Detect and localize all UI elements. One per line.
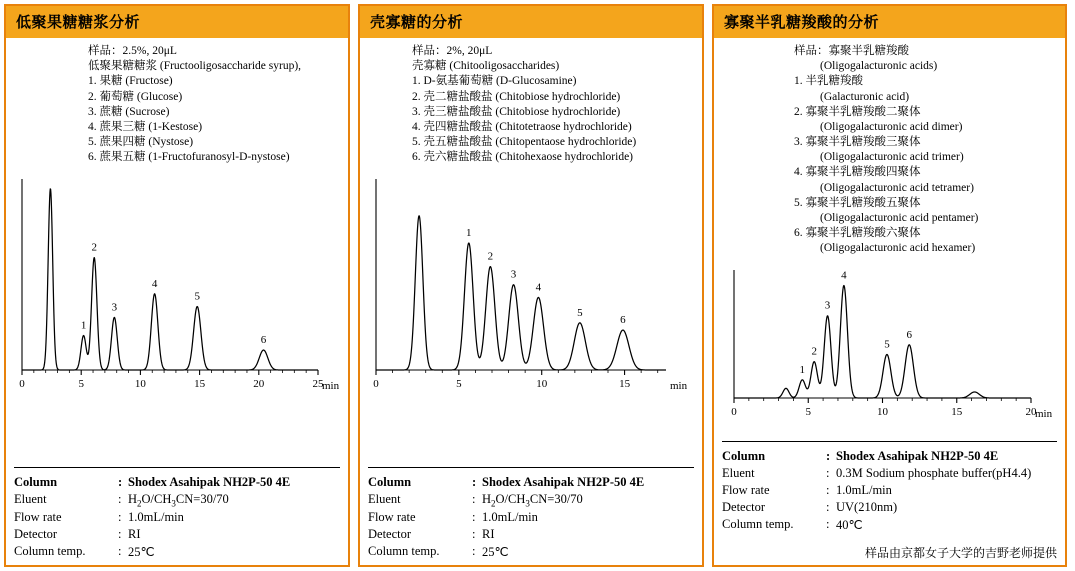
condition-row (14, 509, 290, 526)
sample-line: 5. 蔗果四糖 (Nystose) (88, 136, 194, 149)
sample-line: (Oligogalacturonic acid hexamer) (820, 242, 976, 255)
svg-text:6: 6 (620, 314, 626, 327)
sample-line: 6. 蔗果五糖 (1-Fructofuranosyl-D-nystose) (88, 151, 290, 164)
svg-text:15: 15 (951, 406, 963, 419)
svg-text:20: 20 (253, 378, 265, 391)
condition-value: 0.3M Sodium phosphate buffer(pH4.4) (836, 466, 1032, 480)
condition-key: Eluent (14, 491, 47, 506)
svg-text:25: 25 (312, 378, 324, 391)
sample-line: 2. 壳二糖盐酸盐 (Chitobiose hydrochloride) (412, 90, 621, 103)
svg-text:0: 0 (731, 406, 737, 419)
panel-fructooligosaccharide (4, 4, 350, 567)
condition-value: 25℃ (482, 545, 509, 559)
chromatogram-svg (360, 165, 702, 400)
svg-text:10: 10 (536, 378, 548, 391)
condition-row (722, 448, 1031, 465)
condition-key: Flow rate (14, 510, 62, 524)
chromatogram-2 (360, 165, 702, 466)
condition-key: Column (14, 474, 58, 489)
condition-row (368, 474, 644, 491)
panel-title: 低聚果糖糖浆分析 (6, 6, 348, 38)
conditions-table-2 (368, 467, 694, 566)
condition-key: Detector (368, 527, 412, 541)
condition-colon: : (826, 500, 830, 514)
sample-line: 3. 寡聚半乳糖羧酸三聚体 (794, 136, 921, 149)
sample-line: 6. 壳六糖盐酸盐 (Chitohexaose hydrochloride) (412, 151, 634, 164)
condition-row (14, 526, 290, 543)
svg-text:2: 2 (487, 250, 494, 263)
sample-line: 样品：寡聚半乳糖羧酸 (794, 45, 909, 57)
sample-line: 低聚果糖糖浆 (Fructooligosaccharide syrup), (88, 60, 302, 73)
svg-text:4: 4 (151, 278, 158, 291)
condition-colon: : (118, 527, 122, 541)
svg-text:4: 4 (535, 281, 542, 294)
svg-text:6: 6 (906, 329, 912, 342)
condition-value-eluent: $H_2O/CH_3CN=30/70$ (128, 491, 229, 508)
condition-key: Detector (722, 500, 766, 514)
chromatogram-1 (6, 165, 348, 466)
sample-description (714, 38, 1065, 256)
svg-text:min: min (322, 380, 340, 393)
svg-text:1: 1 (466, 227, 472, 240)
svg-text:6: 6 (260, 334, 267, 347)
svg-text:5: 5 (805, 406, 811, 419)
condition-value: RI (482, 527, 495, 541)
svg-text:2: 2 (91, 241, 97, 254)
sample-line: (Oligogalacturonic acid pentamer) (820, 211, 979, 224)
panel-chitooligosaccharide (358, 4, 704, 567)
condition-colon: : (472, 474, 477, 489)
condition-row (14, 543, 290, 561)
condition-colon: : (826, 466, 830, 480)
condition-row (14, 474, 290, 491)
condition-colon: : (826, 449, 831, 463)
condition-colon: : (472, 491, 476, 506)
sample-line: 2. 葡萄糖 (Glucose) (88, 90, 183, 103)
svg-text:2: 2 (811, 346, 817, 359)
condition-row (368, 509, 644, 526)
svg-text:4: 4 (841, 269, 847, 282)
conditions-table-3 (722, 441, 1057, 565)
svg-text:1: 1 (80, 319, 87, 332)
condition-key: Flow rate (368, 510, 416, 524)
condition-value: Shodex Asahipak NH2P-50 4E (836, 449, 999, 463)
sample-line: 壳寡糖 (Chitooligosaccharides) (412, 60, 560, 73)
condition-value: Shodex Asahipak NH2P-50 4E (128, 474, 291, 489)
panel-title: 寡聚半乳糖羧酸的分析 (714, 6, 1065, 38)
chromatogram-3 (714, 256, 1065, 441)
condition-colon: : (472, 527, 476, 541)
sample-description (6, 38, 348, 165)
svg-text:0: 0 (19, 378, 25, 391)
svg-text:10: 10 (877, 406, 888, 419)
condition-value: RI (128, 527, 141, 541)
svg-text:10: 10 (134, 378, 146, 391)
condition-colon: : (472, 510, 476, 524)
sample-line: 样品：2.5%, 20μL (88, 45, 177, 57)
condition-row (368, 543, 644, 561)
condition-key: Detector (14, 527, 58, 541)
sample-line: 5. 寡聚半乳糖羧酸五聚体 (794, 196, 921, 209)
condition-row (722, 516, 1031, 534)
condition-value: 1.0mL/min (482, 510, 538, 524)
condition-row (722, 482, 1031, 499)
svg-text:min: min (1035, 408, 1053, 421)
svg-text:5: 5 (884, 338, 890, 351)
sample-line: 4. 壳四糖盐酸盐 (Chitotetraose hydrochloride) (412, 120, 632, 133)
condition-value: Shodex Asahipak NH2P-50 4E (482, 474, 645, 489)
svg-text:5: 5 (78, 378, 84, 391)
svg-text:3: 3 (510, 269, 517, 282)
sample-credit-note: 样品由京都女子大学的吉野老师提供 (864, 546, 1057, 560)
panel-oligogalacturonic (712, 4, 1067, 567)
svg-text:3: 3 (111, 301, 118, 314)
condition-colon: : (826, 483, 830, 497)
condition-value: 1.0mL/min (128, 510, 184, 524)
condition-key: Column (368, 474, 412, 489)
condition-value: 40℃ (836, 518, 863, 532)
sample-line: 3. 蔗糖 (Sucrose) (88, 105, 170, 118)
condition-row (14, 491, 290, 510)
condition-value: UV(210nm) (836, 500, 898, 514)
svg-text:3: 3 (824, 300, 831, 313)
sample-line: (Oligogalacturonic acid trimer) (820, 151, 964, 164)
sample-line: (Oligogalacturonic acids) (820, 60, 938, 73)
sample-line: (Oligogalacturonic acid tetramer) (820, 181, 974, 194)
panel-title: 壳寡糖的分析 (360, 6, 702, 38)
condition-colon: : (118, 510, 122, 524)
sample-line: 6. 寡聚半乳糖羧酸六聚体 (794, 227, 921, 240)
svg-text:15: 15 (194, 378, 206, 391)
svg-text:min: min (670, 380, 688, 393)
condition-row (722, 499, 1031, 516)
sample-line: 4. 寡聚半乳糖羧酸四聚体 (794, 166, 921, 179)
sample-line: 2. 寡聚半乳糖羧酸二聚体 (794, 105, 921, 118)
sample-description (360, 38, 702, 165)
sample-line: 1. D-氨基葡萄糖 (D-Glucosamine) (412, 75, 577, 88)
svg-text:5: 5 (456, 378, 462, 391)
svg-text:15: 15 (619, 378, 631, 391)
condition-key: Column (722, 449, 766, 463)
condition-colon: : (118, 474, 123, 489)
condition-colon: : (118, 544, 122, 558)
svg-text:5: 5 (194, 290, 200, 303)
condition-value: 25℃ (128, 545, 155, 559)
condition-colon: : (826, 517, 830, 531)
condition-key: Eluent (722, 466, 755, 480)
sample-line: 5. 壳五糖盐酸盐 (Chitopentaose hydrochloride) (412, 136, 637, 149)
sample-line: 样品：2%, 20μL (412, 45, 493, 57)
condition-key: Flow rate (722, 483, 770, 497)
svg-text:1: 1 (799, 364, 806, 377)
sample-line: 4. 蔗果三糖 (1-Kestose) (88, 120, 203, 133)
svg-text:20: 20 (1025, 406, 1037, 419)
chromatogram-svg (6, 165, 348, 400)
condition-colon: : (472, 544, 476, 558)
sample-line: (Oligogalacturonic acid dimer) (820, 120, 963, 133)
condition-row (368, 491, 644, 510)
condition-value-eluent: $H_2O/CH_3CN=30/70$ (482, 491, 583, 508)
condition-row (722, 465, 1031, 482)
condition-key: Column temp. (368, 544, 440, 558)
condition-key: Column temp. (722, 517, 794, 531)
svg-text:5: 5 (577, 307, 583, 320)
sample-line: 1. 果糖 (Fructose) (88, 75, 173, 88)
chromatogram-svg (714, 256, 1065, 426)
condition-value: 1.0mL/min (836, 483, 892, 497)
svg-text:0: 0 (373, 378, 379, 391)
condition-key: Eluent (368, 491, 401, 506)
condition-key: Column temp. (14, 544, 86, 558)
condition-row (368, 526, 644, 543)
condition-colon: : (118, 491, 122, 506)
sample-line: 3. 壳三糖盐酸盐 (Chitobiose hydrochloride) (412, 105, 621, 118)
sample-line: (Galacturonic acid) (820, 90, 910, 103)
conditions-table-1 (14, 467, 340, 566)
sample-line: 1. 半乳糖羧酸 (794, 75, 863, 88)
